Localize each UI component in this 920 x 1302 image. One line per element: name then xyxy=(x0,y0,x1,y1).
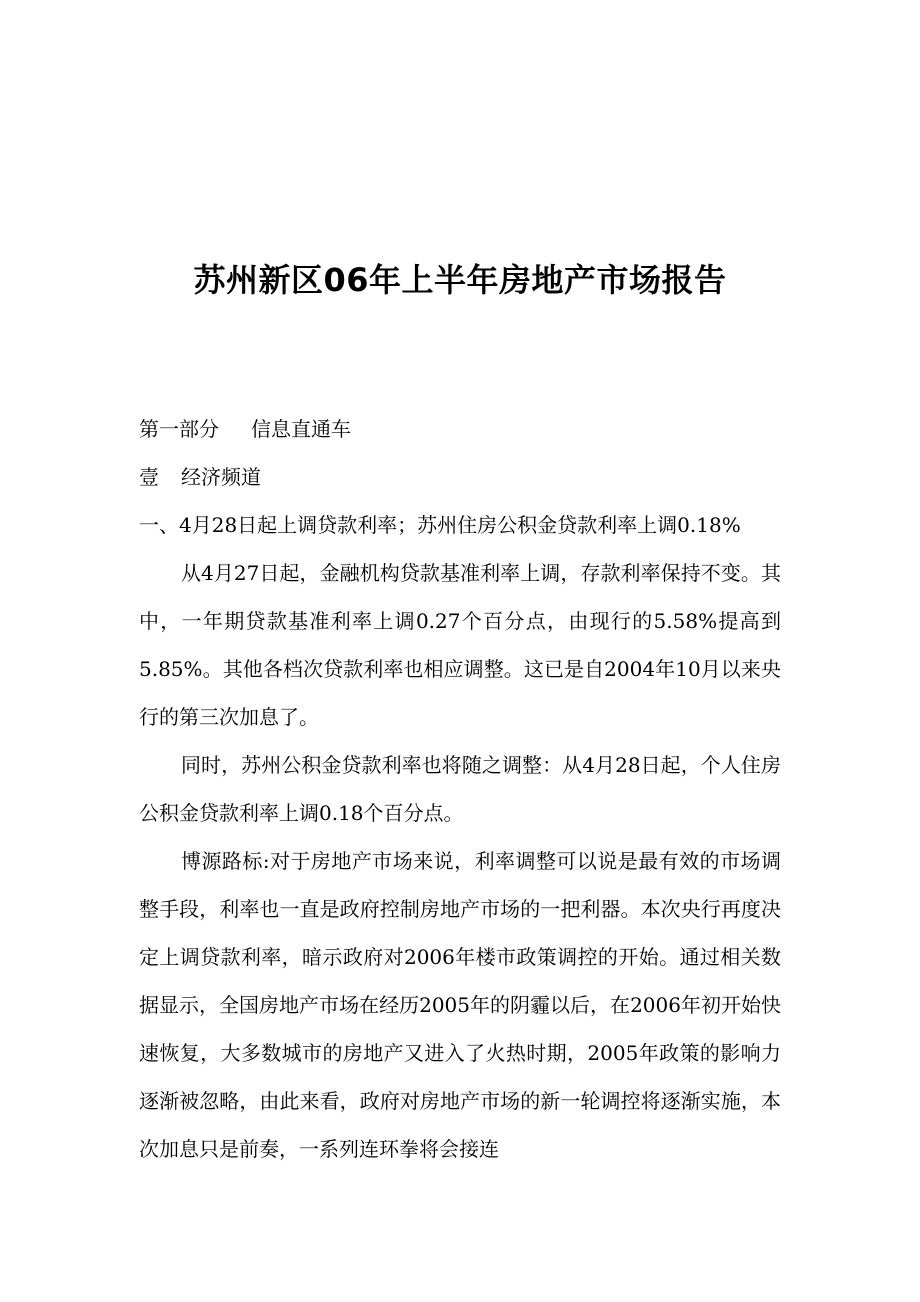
channel-heading-label: 壹 xyxy=(139,465,159,489)
paragraph-commentary: 博源路标:对于房地产市场来说，利率调整可以说是最有效的市场调整手段，利率也一直是政府控制房地产市场的一把利器。本次央行再度决定上调贷款利率，暗示政府对2006年楼市政策调控的开始。通过相关数据显示，全国房地产市场在经历2005年的阴霾以后，在2006年初开始快速恢复，大多数城市的房地产又进入了火热时期，2005年政策的影响力逐渐被忽略，由此来看，政府对房地产市场的新一轮调控将逐渐实施，本次加息只是前奏，一系列连环拳将会接连 xyxy=(139,849,781,1161)
part-heading-label: 第一部分 xyxy=(139,417,219,441)
channel-heading-name: 经济频道 xyxy=(181,465,261,489)
paragraph-rate-hike: 从4月27日起，金融机构贷款基准利率上调，存款利率保持不变。其中，一年期贷款基准利率上调0.27个百分点，由现行的5.58%提高到5.85%。其他各档次贷款利率也相应调整。这已是自2004年10月以来央行的第三次加息了。 xyxy=(139,561,781,729)
document-title: 苏州新区06年上半年房地产市场报告 xyxy=(193,261,727,299)
channel-heading xyxy=(139,453,781,501)
part-heading xyxy=(139,405,781,453)
part-heading-name: 信息直通车 xyxy=(251,417,351,441)
item-heading: 一、4月28日起上调贷款利率；苏州住房公积金贷款利率上调0.18% xyxy=(139,513,741,537)
document-body xyxy=(139,405,781,1173)
paragraph-provident-fund: 同时，苏州公积金贷款利率也将随之调整：从4月28日起，个人住房公积金贷款利率上调0.18个百分点。 xyxy=(139,753,781,825)
